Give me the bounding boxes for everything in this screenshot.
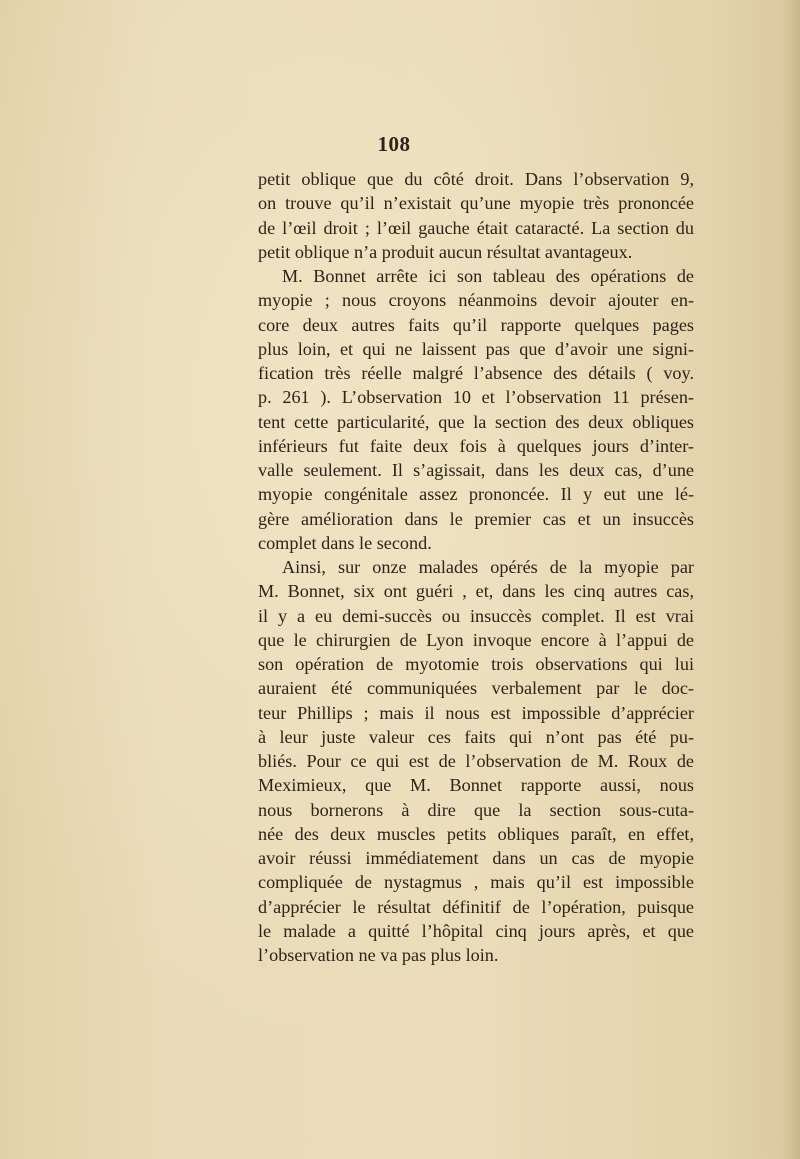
text-line: tent cette particularité, que la section des deux obliques	[258, 411, 694, 432]
text-line: core deux autres faits qu’il rapporte quelques pages	[258, 314, 694, 335]
text-line: compliquée de nystagmus , mais qu’il est impossible	[258, 872, 694, 893]
text-line: auraient été communiquées verbalement par le doc-	[258, 678, 694, 699]
text-line: myopie congénitale assez prononcée. Il y eut une lé-	[258, 484, 694, 505]
text-line: plus loin, et qui ne laissent pas que d’avoir une signi-	[258, 338, 694, 359]
text-line: M. Bonnet, six ont guéri , et, dans les cinq autres cas,	[258, 581, 694, 602]
text-line: à leur juste valeur ces faits qui n’ont pas été pu-	[258, 726, 694, 747]
text-line: il y a eu demi-succès ou insuccès complet. Il est vrai	[258, 605, 694, 626]
text-line: le malade a quitté l’hôpital cinq jours après, et que	[258, 920, 694, 941]
text-line: l’observation ne va pas plus loin.	[258, 945, 499, 965]
text-line: son opération de myotomie trois observations qui lui	[258, 654, 694, 674]
text-line: M. Bonnet arrête ici son tableau des opérations de	[282, 266, 694, 286]
text-line: p. 261 ). L’observation 10 et l’observation 11 présen-	[258, 387, 694, 408]
text-line: petit oblique que du côté droit. Dans l’observation 9,	[258, 169, 694, 189]
text-line: née des deux muscles petits obliques paraît, en effet,	[258, 823, 694, 844]
text-line: bliés. Pour ce qui est de l’observation de M. Roux de	[258, 751, 694, 771]
text-line: nous bornerons à dire que la section sous-cuta-	[258, 799, 694, 820]
text-line: que le chirurgien de Lyon invoque encore à l’appui de	[258, 629, 694, 650]
text-line: Meximieux, que M. Bonnet rapporte aussi, nous	[258, 775, 694, 796]
text-line: gère amélioration dans le premier cas et un insuccès	[258, 508, 694, 529]
text-line: fication très réelle malgré l’absence des détails ( voy.	[258, 363, 694, 383]
text-line: petit oblique n’a produit aucun résultat avantageux.	[258, 241, 633, 262]
text-line: myopie ; nous croyons néanmoins devoir ajouter en-	[258, 290, 694, 311]
text-line: inférieurs fut faite deux fois à quelques jours d’inter-	[258, 435, 694, 456]
page-edge-shadow	[782, 0, 800, 1159]
text-line: Ainsi, sur onze malades opérés de la myopie par	[282, 557, 694, 577]
text-line: de l’œil droit ; l’œil gauche était cataracté. La section du	[258, 217, 694, 238]
text-line: on trouve qu’il n’existait qu’une myopie très prononcée	[258, 193, 694, 214]
page-number: 108	[377, 132, 411, 156]
text-line: teur Phillips ; mais il nous est impossible d’apprécier	[258, 702, 694, 723]
text-line: valle seulement. Il s’agissait, dans les deux cas, d’une	[258, 460, 694, 480]
body-text	[258, 167, 694, 967]
text-line: d’apprécier le résultat définitif de l’opération, puisque	[258, 896, 694, 917]
text-line: avoir réussi immédiatement dans un cas de myopie	[258, 848, 694, 868]
text-line: complet dans le second.	[258, 532, 432, 553]
